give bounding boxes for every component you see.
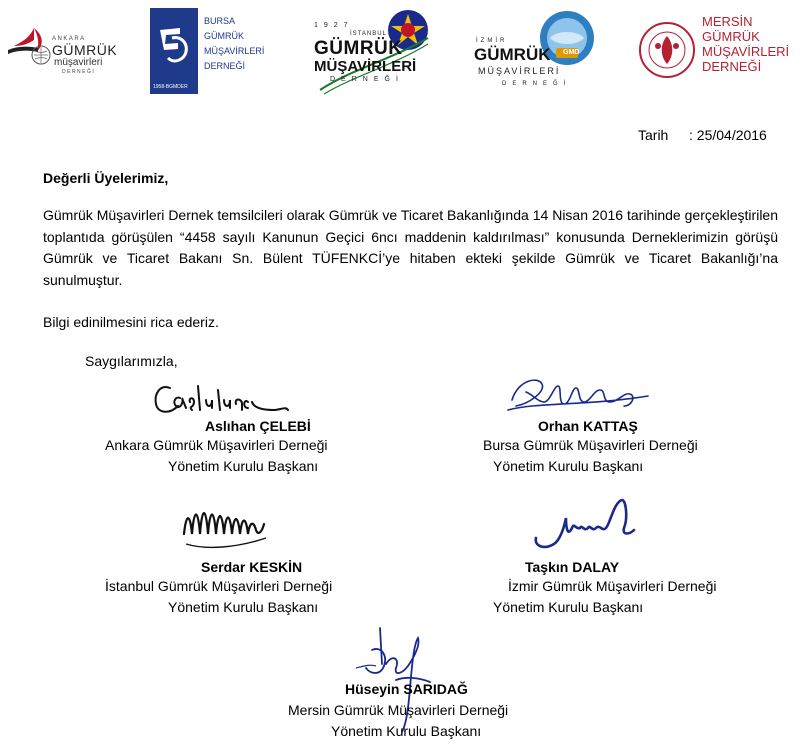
signature-celebi: [150, 376, 310, 420]
signatory-org-kattas: Bursa Gümrük Müşavirleri Derneği: [483, 437, 698, 453]
date-label: Tarih: [638, 127, 669, 143]
izmir-logo-main: GÜMRÜK: [474, 45, 551, 64]
date-value: : 25/04/2016: [689, 127, 767, 143]
signatory-title-keskin: Yönetim Kurulu Başkanı: [168, 599, 319, 615]
info-line: Bilgi edinilmesini rica ederiz.: [43, 314, 219, 330]
bursa-founded: 1958-BGMDER: [153, 84, 188, 90]
signatory-title-dalay: Yönetim Kurulu Başkanı: [493, 599, 644, 615]
ankara-logo-small: ANKARA: [52, 36, 86, 42]
signatory-org-dalay: İzmir Gümrük Müşavirleri Derneği: [508, 578, 717, 594]
mersin-line-4: DERNEĞİ: [702, 59, 762, 74]
istanbul-logo-year: 1927: [314, 22, 354, 29]
mersin-logo-text: [702, 14, 789, 74]
greeting: Değerli Üyelerimiz,: [43, 170, 169, 186]
bursa-logo-text: [204, 14, 264, 74]
signature-keskin: [176, 494, 276, 556]
bursa-line-3: MÜŞAVİRLERİ: [204, 46, 265, 56]
ankara-logo-foot: DERNEĞİ: [62, 69, 96, 75]
izmir-logo-badge: GMD: [563, 49, 580, 56]
ankara-logo-main: GÜMRÜK: [52, 42, 118, 58]
mersin-line-2: GÜMRÜK: [702, 29, 760, 44]
mersin-emblem-icon: [638, 6, 696, 94]
istanbul-logo-sub: MÜŞAVİRLERİ: [314, 58, 417, 75]
istanbul-logo-city: İSTANBUL: [350, 31, 387, 37]
ankara-logo: [4, 0, 116, 100]
signatory-org-keskin: İstanbul Gümrük Müşavirleri Derneği: [105, 578, 333, 594]
signatory-name-kattas: Orhan KATTAŞ: [538, 418, 638, 434]
signatory-title-kattas: Yönetim Kurulu Başkanı: [493, 458, 644, 474]
closing: Saygılarımızla,: [85, 353, 178, 369]
bursa-line-1: BURSA: [204, 16, 236, 26]
signature-saridag: [336, 624, 446, 736]
signatory-org-saridag: Mersin Gümrük Müşavirleri Derneği: [288, 702, 509, 718]
signatory-name-celebi: Aslıhan ÇELEBİ: [205, 418, 311, 434]
izmir-logo-foot: DERNEĞİ: [502, 81, 572, 87]
signatory-name-dalay: Taşkın DALAY: [525, 559, 620, 575]
bursa-line-4: DERNEĞİ: [204, 61, 246, 71]
istanbul-logo-foot: DERNEĞİ: [330, 76, 404, 83]
signatory-name-saridag: Hüseyin SARIDAĞ: [345, 681, 468, 697]
signatory-title-celebi: Yönetim Kurulu Başkanı: [168, 458, 319, 474]
signatory-title-saridag: Yönetim Kurulu Başkanı: [331, 723, 482, 739]
bursa-logo-block: [150, 8, 198, 94]
signatory-org-celebi: Ankara Gümrük Müşavirleri Derneği: [105, 437, 328, 453]
izmir-logo-city: İZMİR: [476, 38, 508, 44]
istanbul-logo: [310, 0, 438, 100]
izmir-logo: [474, 0, 604, 100]
signature-dalay: [530, 488, 650, 558]
bursa-emblem-icon: [150, 8, 198, 94]
signatory-name-keskin: Serdar KESKİN: [201, 559, 303, 575]
body-paragraph: Gümrük Müşavirleri Dernek temsilcileri olarak Gümrük ve Ticaret Bakanlığında 14 Nisan 2016 tarihinde gerçekleştirilen toplantıda görüşülen “4458 sayılı Kanunun Geçici 6ncı maddenin kaldırılması” konusunda Derneklerimizin görüşü Gümrük ve Ticaret Bakanı Sn. Bülent TÜFENKCİ’ye hitaben ekteki şekilde Gümrük ve Ticaret Bakanlığı’na sunulmuştur.: [43, 207, 778, 288]
izmir-logo-sub: MÜŞAVİRLERİ: [478, 66, 561, 76]
signature-kattas: [498, 372, 658, 418]
istanbul-logo-main: GÜMRÜK: [314, 38, 403, 59]
bursa-line-2: GÜMRÜK: [204, 31, 244, 41]
ankara-logo-sub: müşavirleri: [54, 57, 103, 68]
bursa-logo: [150, 0, 265, 100]
mersin-line-1: MERSİN: [702, 14, 753, 29]
mersin-line-3: MÜŞAVİRLERİ: [702, 44, 790, 59]
mersin-logo: [638, 0, 790, 100]
